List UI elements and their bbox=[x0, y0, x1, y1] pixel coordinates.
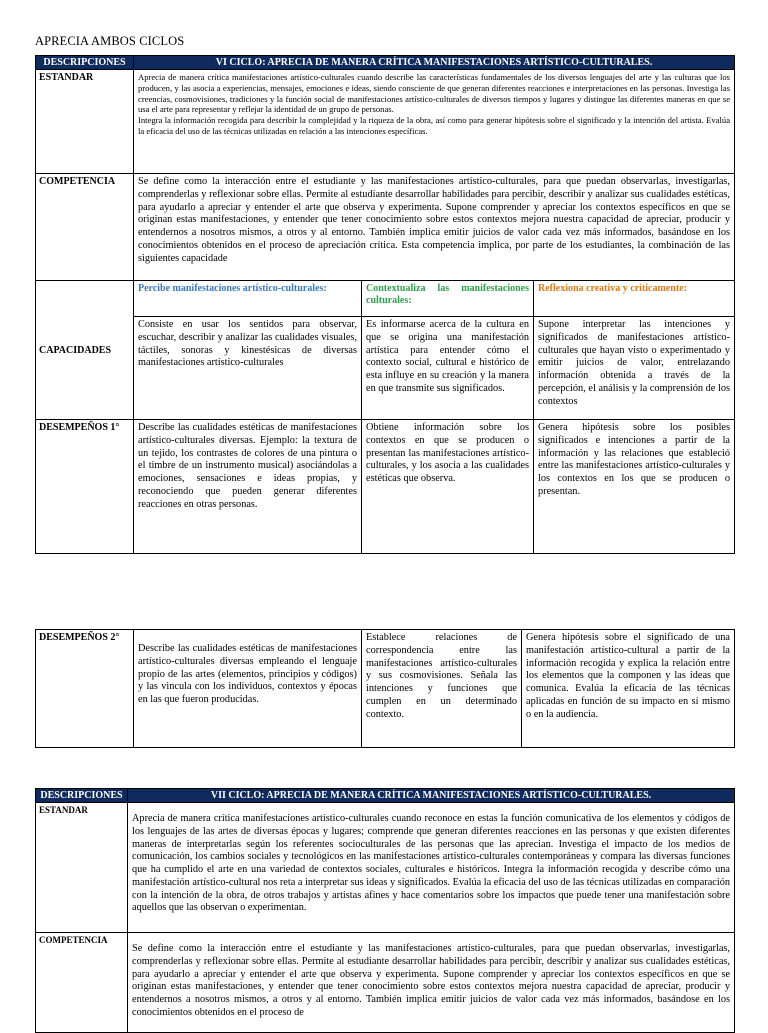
competencia-label: COMPETENCIA bbox=[36, 174, 134, 281]
desempeno-1-percibe: Describe las cualidades estéticas de manifestaciones artístico-culturales diversas. Ejemplo: la textura de un tejido, los contrastes de colores de una pintura o el timbre de un instrumento musical) asociándolas a emociones, sensaciones e ideas propias, y reconociendo que pueden generar diferentes reacciones en otras personas. bbox=[134, 420, 362, 554]
vi-ciclo-table bbox=[35, 55, 735, 554]
estandar-label-vii: ESTANDAR bbox=[36, 803, 128, 933]
capacidad-percibe-text: Consiste en usar los sentidos para observar, escuchar, describir y analizar las cualidades visuales, táctiles, sonoras y kinestésicas de diversas manifestaciones artístico-culturales bbox=[134, 317, 362, 420]
desempeno-1-reflexiona: Genera hipótesis sobre los posibles significados e intenciones a partir de la información y las relaciones que estableció entre las manifestaciones artístico-culturales y los contextos en los que se producen o presentan. bbox=[534, 420, 735, 554]
capacidad-reflexiona-text: Supone interpretar las intenciones y significados de manifestaciones artístico-culturales que hayan visto o experimentado y emitir juicios de valor, entrelazando información obtenida a través de la percepción, el análisis y la comprensión de los contextos bbox=[534, 317, 735, 420]
vii-ciclo-header: VII CICLO: APRECIA DE MANERA CRÍTICA MANIFESTACIONES ARTÍSTICO-CULTURALES. bbox=[128, 789, 735, 803]
capacidad-contextualiza-title: Contextualiza las manifestaciones culturales: bbox=[362, 281, 534, 317]
descripciones-header: DESCRIPCIONES bbox=[36, 56, 134, 70]
vii-ciclo-table bbox=[35, 788, 735, 1033]
estandar-text-vii: Aprecia de manera crítica manifestaciones artístico-culturales cuando reconoce en estas la función comunicativa de los elementos y códigos de los lenguajes de las artes de diversas épocas y lugares; comprende que generan diferentes reacciones en las personas y que existen diferentes maneras de interpretarlas según los referentes socioculturales de las personas que las aprecian. Investiga el impacto de los medios de comunicación, los cambios sociales y tecnológicos en las manifestaciones artístico-culturales contemporáneas y compara las diversas funciones que ha cumplido el arte en una variedad de contextos sociales, culturales e históricos. Integra la información recogida y describe cómo una manifestación artístico-cultural nos reta a interpretar sus ideas y significados. Evalúa la eficacia del uso de las técnicas utilizadas en comparación con la intención de la obra, de otros trabajos y artistas afines y hace comentarios sobre los impactos que puede tener una manifestación sobre aquellos que las observan o experimentan. bbox=[128, 803, 735, 933]
vi-ciclo-header: VI CICLO: APRECIA DE MANERA CRÍTICA MANIFESTACIONES ARTÍSTICO-CULTURALES. bbox=[134, 56, 735, 70]
competencia-text-vii: Se define como la interacción entre el estudiante y las manifestaciones artístico-culturales, para que puedan observarlas, investigarlas, comprenderlas y reflexionar sobre ellas. Permite al estudiante desarrollar habilidades para percibir, describir y analizar sus cualidades estéticas, para ayudarlo a apreciar y entender el arte que observa y experimenta. Supone comprender y apreciar los contextos específicos en que se originan estas manifestaciones, y entender que tener conocimiento sobre estos contextos mejora nuestra capacidad de apreciar, producir y entendernos a nosotros mismos, a otros y al entorno. También implica emitir juicios de valor cada vez más informados, basándose en los conocimientos obtenidos en el proceso de bbox=[128, 933, 735, 1033]
desempenos-2-table bbox=[35, 629, 735, 748]
desempeno-1-contextualiza: Obtiene información sobre los contextos en que se producen o presentan las manifestaciones artístico-culturales, y los asocia a las cualidades estéticas que observa. bbox=[362, 420, 534, 554]
competencia-text: Se define como la interacción entre el estudiante y las manifestaciones artístico-culturales, para que puedan observarlas, investigarlas, comprenderlas y reflexionar sobre ellas. Permite al estudiante desarrollar habilidades para percibir, describir y analizar sus cualidades estéticas, para ayudarlo a apreciar y entender el arte que observa y experimenta. Supone comprender y apreciar los contextos específicos en que se originan estas manifestaciones, y entender que tener conocimiento sobre estos contextos mejora nuestra capacidad de apreciar, producir y entendernos a nosotros mismos, a otros y al entorno. También implica emitir juicios de valor cada vez más informados, basándose en los conocimientos obtenidos en el proceso de apreciación crítica. Esta competencia implica, por parte de los estudiantes, la combinación de las siguientes capacidade bbox=[134, 174, 735, 281]
document-title: APRECIA AMBOS CICLOS bbox=[35, 34, 185, 48]
estandar-cell bbox=[134, 70, 735, 174]
desempeno-2-percibe: Describe las cualidades estéticas de manifestaciones artístico-culturales diversas empleando el lenguaje propio de las artes (elementos, principios y códigos) y las vincula con los individuos, contextos y épocas en las que fueron producidas. bbox=[134, 630, 362, 748]
desempeno-2-reflexiona: Genera hipótesis sobre el significado de una manifestación artístico-cultural a partir de la información recogida y explica la relación entre los elementos que la componen y las ideas que comunica. Evalúa la eficacia de las técnicas aplicadas en función de su impacto en sí mismo o en la audiencia. bbox=[522, 630, 735, 748]
descripciones-header-vii: DESCRIPCIONES bbox=[36, 789, 128, 803]
estandar-text-2: Integra la información recogida para describir la complejidad y la riqueza de la obra, así como para generar hipótesis sobre el significado y la intención del artista. Evalúa la eficacia del uso de las técnicas utilizadas en relación a las intenciones específicas. bbox=[138, 115, 731, 137]
competencia-label-vii: COMPETENCIA bbox=[36, 933, 128, 1033]
capacidades-label: CAPACIDADES bbox=[36, 281, 134, 420]
capacidad-contextualiza-text: Es informarse acerca de la cultura en que se origina una manifestación artística para entender cómo el contexto social, cultural e histórico de esta influye en su creación y la manera en que transmite sus significados. bbox=[362, 317, 534, 420]
desempenos-1-label: DESEMPEÑOS 1° bbox=[36, 420, 134, 554]
estandar-label: ESTANDAR bbox=[36, 70, 134, 174]
desempeno-2-contextualiza: Establece relaciones de correspondencia entre las manifestaciones artístico-culturales y sus cosmovisiones. Señala las intenciones y funciones que cumplen en un determinado contexto. bbox=[362, 630, 522, 748]
capacidad-reflexiona-title: Reflexiona creativa y críticamente: bbox=[534, 281, 735, 317]
desempenos-2-label: DESEMPEÑOS 2° bbox=[36, 630, 134, 748]
capacidad-percibe-title: Percibe manifestaciones artístico-culturales: bbox=[134, 281, 362, 317]
estandar-text: Aprecia de manera crítica manifestaciones artístico-culturales cuando describe las características fundamentales de los diversos lenguajes del arte y las culturas que los producen, y las asocia a experiencias, mensajes, emociones e ideas, siendo consciente de que generan diferentes reacciones e interpretaciones en las personas. Investiga las creencias, cosmovisiones, tradiciones y la función social de manifestaciones artístico-culturales de diversos tiempos y lugares y distingue las diferentes maneras en que se usa el arte para representar y reflejar la identidad de un grupo de personas. bbox=[138, 72, 731, 115]
